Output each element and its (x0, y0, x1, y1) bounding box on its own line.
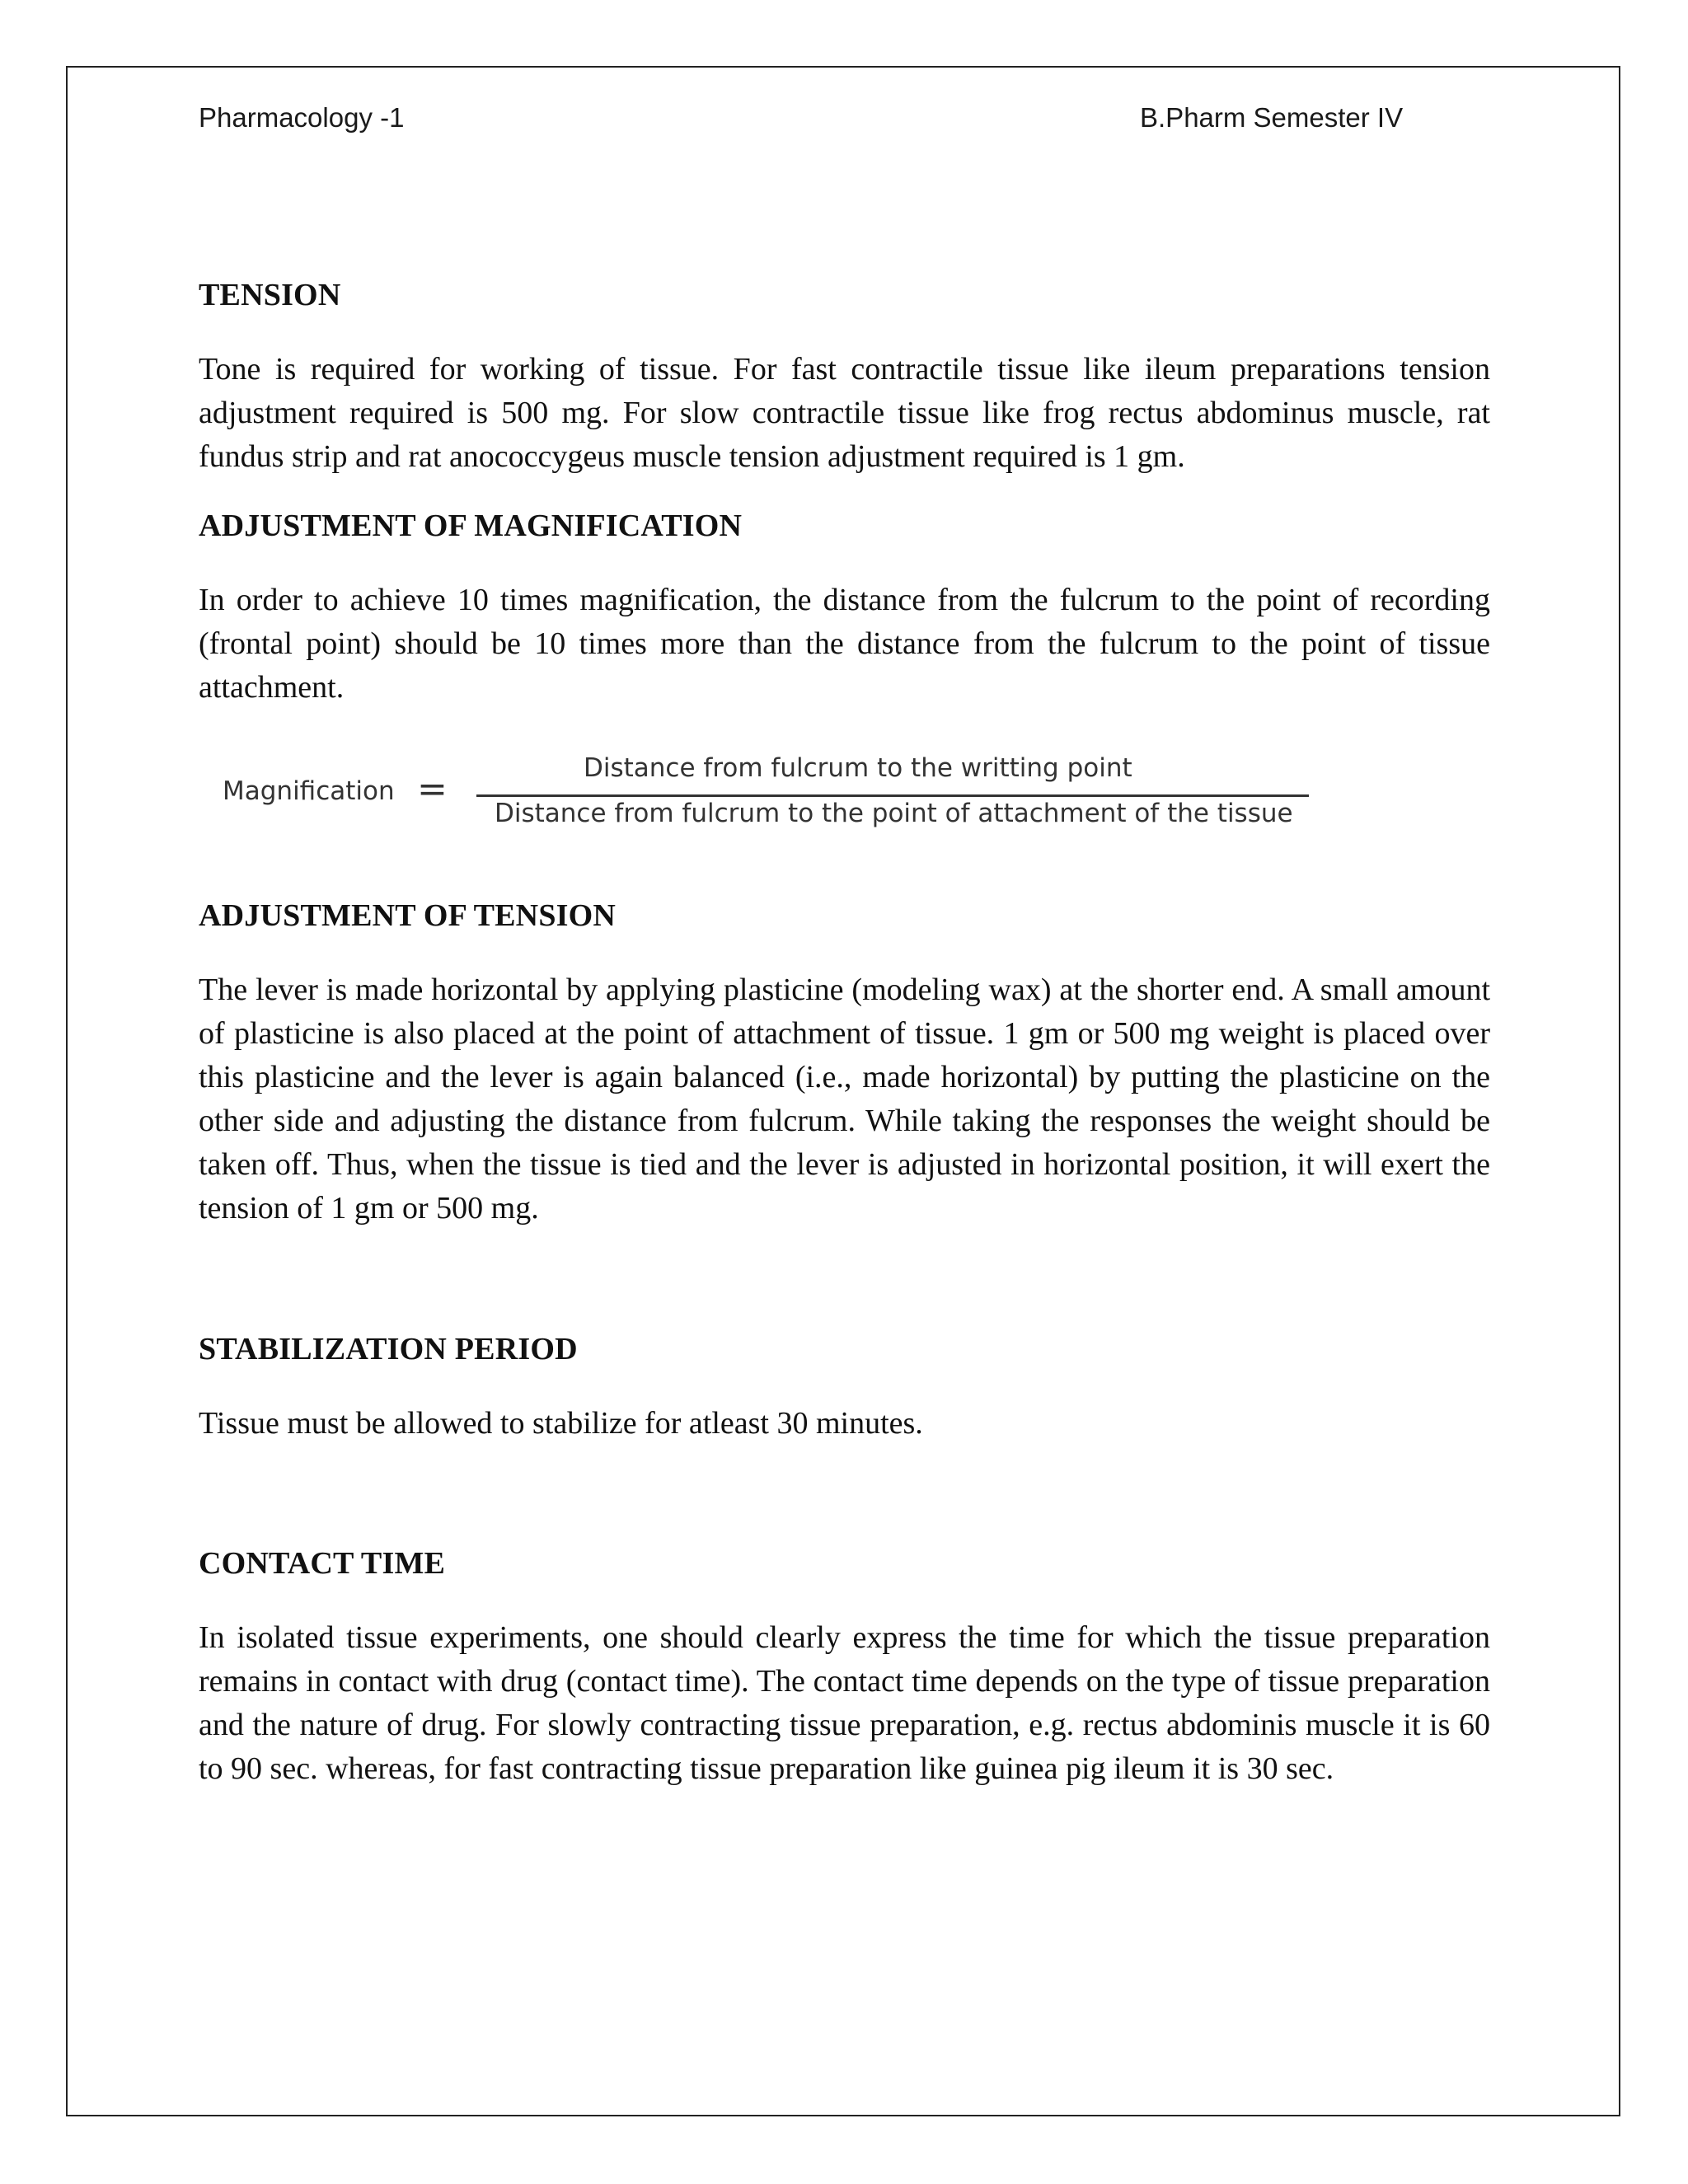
formula-fraction-bar (476, 794, 1309, 797)
formula-denominator: Distance from fulcrum to the point of attachment of the tissue (495, 799, 1293, 828)
formula-equals-sign: = (417, 768, 448, 810)
heading-adjustment-of-tension: ADJUSTMENT OF TENSION (199, 898, 617, 933)
paragraph-contact-time: In isolated tissue experiments, one should clearly express the time for which the tissue preparation remains in contact with drug (contact time). The contact time depends on the type of tissue preparation and the nature of drug. For slowly contracting tissue preparation, e.g. rectus abdominis muscle it is 60 to 90 sec. whereas, for fast contracting tissue preparation like guinea pig ileum it is 30 sec. (199, 1620, 1490, 1786)
magnification-formula (223, 752, 1311, 842)
heading-stabilization-period: STABILIZATION PERIOD (199, 1332, 578, 1366)
formula-label: Magnification (223, 776, 395, 806)
heading-contact-time: CONTACT TIME (199, 1546, 446, 1581)
paragraph-adjustment-of-tension: The lever is made horizontal by applying plasticine (modeling wax) at the shorter end. A small amount of plasticine is also placed at the point of attachment of tissue. 1 gm or 500 mg weight is placed over this plasticine and the lever is again balanced (i.e., made horizontal) by putting the plasticine on the other side and adjusting the distance from fulcrum. While taking the responses the weight should be taken off. Thus, when the tissue is tied and the lever is adjusted in horizontal position, it will exert the tension of 1 gm or 500 mg. (199, 972, 1490, 1226)
paragraph-tension: Tone is required for working of tissue. For fast contractile tissue like ileum preparations tension adjustment required is 500 mg. For slow contractile tissue like frog rectus abdominus muscle, rat fundus strip and rat anococcygeus muscle tension adjustment required is 1 gm. (199, 352, 1490, 474)
formula-numerator: Distance from fulcrum to the writting point (584, 753, 1132, 783)
header-semester: B.Pharm Semester IV (1140, 102, 1404, 133)
heading-adjustment-of-magnification: ADJUSTMENT OF MAGNIFICATION (199, 509, 743, 543)
header-course-title: Pharmacology -1 (199, 102, 405, 133)
paragraph-magnification: In order to achieve 10 times magnification, the distance from the fulcrum to the point of recording (frontal point) should be 10 times more than the distance from the fulcrum to the point of tissue attachment. (199, 583, 1490, 705)
paragraph-stabilization-period: Tissue must be allowed to stabilize for atleast 30 minutes. (199, 1406, 923, 1441)
heading-tension: TENSION (199, 278, 341, 312)
